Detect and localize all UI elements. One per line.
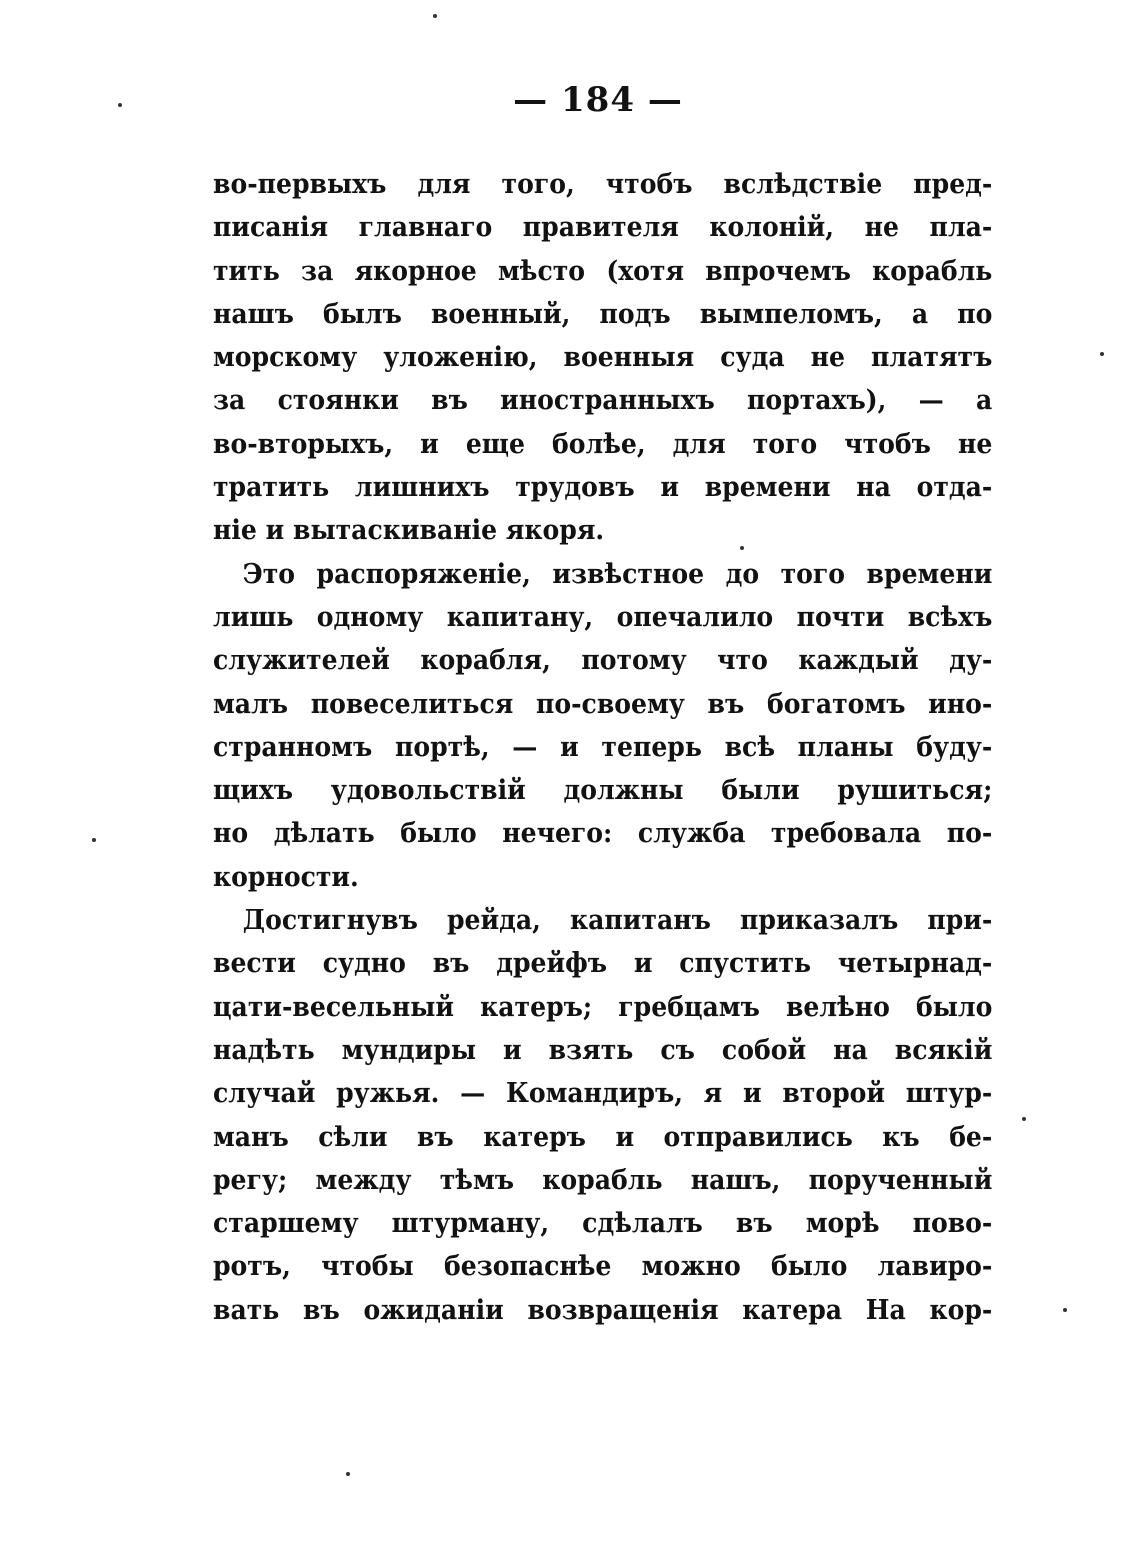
text-line: надѣть мундиры и взять съ собой на всякій xyxy=(213,1034,993,1066)
text-line: старшему штурману, сдѣлалъ въ морѣ пово- xyxy=(213,1208,993,1240)
text-line: цати-весельный катеръ; гребцамъ велѣно было xyxy=(213,991,993,1023)
body-text xyxy=(213,163,993,1332)
text-line: служителей корабля, потому что каждый ду- xyxy=(213,645,993,677)
text-line: тратить лишнихъ трудовъ и времени на отда- xyxy=(213,472,993,504)
scan-speck xyxy=(740,546,744,550)
text-line: малъ повеселиться по-своему въ богатомъ ино- xyxy=(213,688,993,720)
text-line: нашъ былъ военный, подъ вымпеломъ, а по xyxy=(213,298,993,330)
scan-speck xyxy=(92,838,96,842)
scan-speck xyxy=(346,1472,350,1476)
scan-speck xyxy=(1022,1117,1026,1121)
text-line: во-первыхъ для того, чтобъ вслѣдствіе пред- xyxy=(213,169,993,200)
text-line: корности. xyxy=(213,861,359,893)
text-line: во-вторыхъ, и еще болѣе, для того чтобъ не xyxy=(213,428,993,460)
text-line: вать въ ожиданіи возвращенія катера На кор- xyxy=(213,1294,993,1326)
text-line: но дѣлать было нечего: служба требовала по- xyxy=(213,818,993,850)
scan-speck xyxy=(118,103,122,107)
paragraph xyxy=(213,553,993,899)
scan-speck xyxy=(433,14,437,18)
scan-speck xyxy=(1100,352,1104,356)
text-line: за стоянки въ иностранныхъ портахъ), — а xyxy=(213,385,993,417)
text-line: морскому уложенію, военныя суда не платятъ xyxy=(213,342,993,374)
text-line: случай ружья. — Командиръ, я и второй штур- xyxy=(213,1078,993,1110)
text-line: ротъ, чтобы безопаснѣе можно было лавиро- xyxy=(213,1251,993,1283)
paragraph xyxy=(213,163,993,553)
text-line: тить за якорное мѣсто (хотя впрочемъ корабль xyxy=(213,255,993,287)
text-line: Это распоряженіе, извѣстное до того времени xyxy=(242,558,993,590)
text-line: Достигнувъ рейда, капитанъ приказалъ при- xyxy=(242,905,993,937)
text-line: регу; между тѣмъ корабль нашъ, порученный xyxy=(213,1164,993,1196)
paragraph xyxy=(213,899,993,1332)
scan-speck xyxy=(1063,1308,1067,1312)
text-line: лишь одному капитану, опечалило почти всѣхъ xyxy=(213,601,993,633)
text-line: ніе и вытаскиваніе якоря. xyxy=(213,515,605,547)
text-line: щихъ удовольствій должны были рушиться; xyxy=(213,775,993,807)
text-line: писанія главнаго правителя колоній, не пла- xyxy=(213,212,993,244)
text-line: странномъ портѣ, — и теперь всѣ планы буду- xyxy=(213,731,993,763)
page-number: — 184 — xyxy=(513,80,683,120)
text-line: вести судно въ дрейфъ и спустить четырнад- xyxy=(213,948,993,980)
text-line: манъ сѣли въ катеръ и отправились къ бе- xyxy=(213,1121,993,1153)
